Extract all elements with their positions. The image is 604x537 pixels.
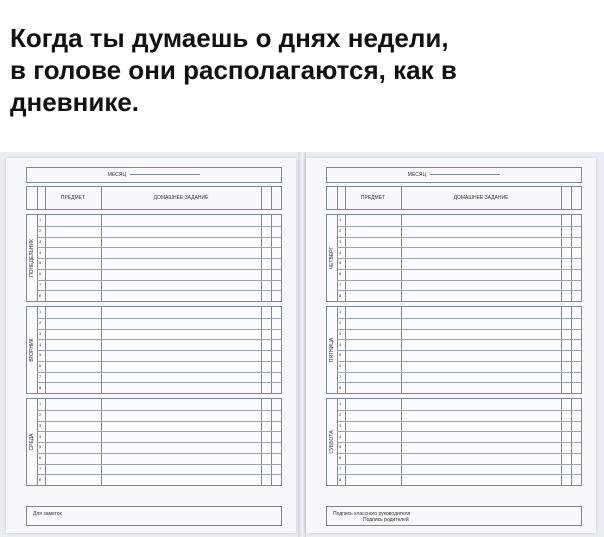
lesson-number: 1 (39, 217, 42, 223)
lesson-number: 6 (339, 271, 342, 277)
column-headers (26, 186, 282, 210)
lesson-row-line (37, 290, 281, 291)
lesson-row-line (37, 442, 281, 443)
lesson-row-line (37, 410, 281, 411)
lesson-number: 5 (39, 352, 42, 358)
lesson-number: 5 (339, 444, 342, 450)
lesson-row-line (337, 474, 581, 475)
day-label: ПОНЕДЕЛЬНИК (29, 239, 35, 277)
lesson-number: 4 (39, 249, 42, 255)
lesson-row-line (37, 329, 281, 330)
lesson-number: 4 (339, 433, 342, 439)
lesson-number: 7 (39, 465, 42, 471)
lesson-number: 4 (39, 433, 42, 439)
day-block (326, 398, 582, 486)
lesson-row-line (37, 464, 281, 465)
lesson-row-line (37, 474, 281, 475)
lesson-number: 7 (339, 465, 342, 471)
lesson-row-line (37, 339, 281, 340)
diary-fold (298, 152, 306, 537)
lesson-row-line (37, 318, 281, 319)
lesson-number: 8 (339, 384, 342, 390)
lesson-number: 3 (39, 330, 42, 336)
caption-line-2: в голове они располагаются, как в (10, 55, 457, 85)
notes-label: Для заметок (33, 511, 62, 517)
lesson-number: 7 (39, 373, 42, 379)
lesson-number: 5 (39, 260, 42, 266)
lesson-number: 2 (339, 320, 342, 326)
parent-signature-label: Подпись родителей (363, 517, 409, 523)
lesson-number: 6 (339, 363, 342, 369)
lesson-row-line (337, 410, 581, 411)
lesson-number: 5 (339, 260, 342, 266)
lesson-row-line (337, 421, 581, 422)
lesson-row-line (37, 453, 281, 454)
lesson-row-line (37, 237, 281, 238)
teacher-signature-label: Подпись классного руководителя (333, 511, 411, 517)
lesson-number: 3 (39, 422, 42, 428)
day-label: СРЕДА (29, 433, 35, 451)
lesson-row-line (337, 350, 581, 351)
day-block (26, 398, 282, 486)
lesson-row-line (337, 361, 581, 362)
lesson-row-line (37, 280, 281, 281)
lesson-row-line (337, 237, 581, 238)
lesson-number: 1 (339, 309, 342, 315)
lesson-number: 3 (339, 238, 342, 244)
month-label: МЕСЯЦ (407, 172, 427, 178)
lesson-row-line (337, 382, 581, 383)
day-label: СУББОТА (329, 430, 335, 454)
lesson-number: 2 (339, 412, 342, 418)
lesson-row-line (37, 382, 281, 383)
lesson-row-line (37, 258, 281, 259)
day-label: ВТОРНИК (29, 338, 35, 362)
caption-line-3: дневнике. (10, 87, 140, 117)
lesson-row-line (37, 247, 281, 248)
lesson-row-line (337, 464, 581, 465)
lesson-number: 3 (339, 330, 342, 336)
lesson-row-line (37, 350, 281, 351)
day-block (26, 214, 282, 302)
day-label: ПЯТНИЦА (329, 337, 335, 363)
lesson-row-line (37, 226, 281, 227)
lesson-row-line (337, 442, 581, 443)
lesson-number: 6 (39, 363, 42, 369)
diary-page-right (306, 158, 596, 533)
lesson-row-line (337, 318, 581, 319)
lesson-row-line (337, 226, 581, 227)
lesson-row-line (337, 431, 581, 432)
lesson-row-line (337, 258, 581, 259)
lesson-number: 6 (39, 271, 42, 277)
lesson-number: 8 (39, 292, 42, 298)
lesson-number: 4 (339, 341, 342, 347)
lesson-number: 1 (39, 401, 42, 407)
lesson-number: 6 (339, 455, 342, 461)
lesson-number: 8 (39, 384, 42, 390)
lesson-number: 3 (39, 238, 42, 244)
lesson-number: 2 (39, 320, 42, 326)
month-field (326, 167, 582, 183)
column-headers (326, 186, 582, 210)
lesson-number: 8 (339, 292, 342, 298)
lesson-number: 1 (339, 217, 342, 223)
lesson-number: 1 (339, 401, 342, 407)
lesson-row-line (37, 372, 281, 373)
lesson-row-line (37, 431, 281, 432)
lesson-number: 6 (39, 455, 42, 461)
lesson-number: 4 (339, 249, 342, 255)
lesson-row-line (37, 361, 281, 362)
lesson-number: 8 (39, 476, 42, 482)
diary-photo (0, 152, 604, 537)
lesson-number: 5 (39, 444, 42, 450)
lesson-number: 8 (339, 476, 342, 482)
lesson-number: 1 (39, 309, 42, 315)
meme-caption (10, 22, 600, 118)
lesson-row-line (337, 372, 581, 373)
lesson-number: 3 (339, 422, 342, 428)
lesson-number: 4 (39, 341, 42, 347)
lesson-row-line (337, 453, 581, 454)
month-label: МЕСЯЦ (107, 172, 127, 178)
lesson-number: 7 (39, 281, 42, 287)
month-field (26, 167, 282, 183)
lesson-number: 2 (39, 412, 42, 418)
lesson-number: 7 (339, 373, 342, 379)
lesson-row-line (337, 329, 581, 330)
notes-field (26, 506, 282, 526)
lesson-row-line (337, 269, 581, 270)
lesson-number: 5 (339, 352, 342, 358)
day-label: ЧЕТВЕРГ (329, 246, 335, 270)
lesson-row-line (337, 280, 581, 281)
lesson-number: 7 (339, 281, 342, 287)
day-block (326, 306, 582, 394)
lesson-row-line (337, 247, 581, 248)
lesson-row-line (337, 339, 581, 340)
day-block (26, 306, 282, 394)
lesson-number: 2 (39, 228, 42, 234)
header-subject: ПРЕДМЕТ (45, 187, 102, 209)
diary-page-left (6, 158, 296, 533)
day-block (326, 214, 582, 302)
lesson-row-line (337, 290, 581, 291)
signature-field (326, 506, 582, 526)
header-homework: ДОМАШНЕЕ ЗАДАНИЕ (101, 187, 262, 209)
lesson-row-line (37, 421, 281, 422)
lesson-number: 2 (339, 228, 342, 234)
header-homework: ДОМАШНЕЕ ЗАДАНИЕ (401, 187, 562, 209)
lesson-row-line (37, 269, 281, 270)
header-subject: ПРЕДМЕТ (345, 187, 402, 209)
caption-line-1: Когда ты думаешь о днях недели, (10, 23, 449, 53)
